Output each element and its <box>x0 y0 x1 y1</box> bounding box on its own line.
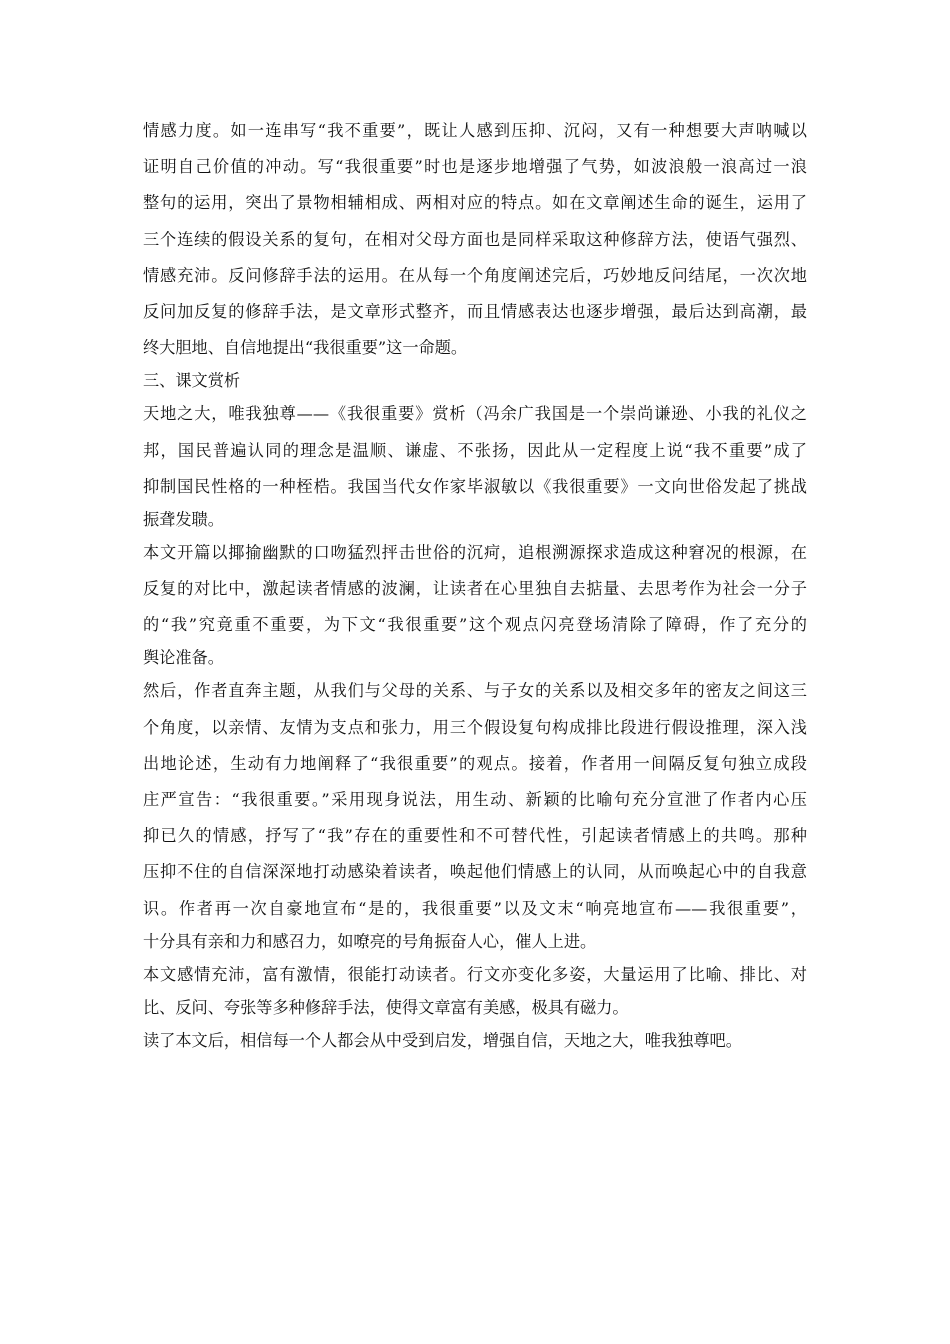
text-line: 压抑不住的自信深深地打动感染着读者，唤起他们情感上的认同，从而唤起心中的自我意 <box>143 862 807 882</box>
text-line: 抑已久的情感，抒写了“我”存在的重要性和不可替代性，引起读者情感上的共鸣。那种 <box>143 826 807 846</box>
text-line: 庄严宣告：“我很重要。”采用现身说法，用生动、新颖的比喻句充分宣泄了作者内心压 <box>143 790 807 809</box>
text-line: 比、反问、夸张等多种修辞手法，使得文章富有美感，极具有磁力。 <box>143 997 629 1017</box>
paragraph-2 <box>143 535 807 674</box>
text-line: 情感力度。如一连串写“我不重要”，既让人感到压抑、沉闷，又有一种想要大声呐喊以 <box>143 121 807 140</box>
text-line: 识。作者再一次自豪地宣布“是的，我很重要”以及文末“响亮地宣布——我很重要”， <box>143 898 807 918</box>
paragraph-5 <box>143 1023 807 1059</box>
text-line: 终大胆地、自信地提出“我很重要”这一命题。 <box>143 338 468 358</box>
section-heading <box>143 366 807 396</box>
text-line: 然后，作者直奔主题，从我们与父母的关系、与子女的关系以及相交多年的密友之间这三 <box>143 681 807 701</box>
text-line: 振聋发聩。 <box>143 509 224 529</box>
text-line: 舆论准备。 <box>143 648 224 668</box>
paragraph-4 <box>143 957 807 1023</box>
intro-paragraph <box>143 113 807 366</box>
text-line: 整句的运用，突出了景物相辅相成、两相对应的特点。如在文章阐述生命的诞生，运用了 <box>143 193 807 213</box>
text-line: 天地之大，唯我独尊——《我很重要》赏析（冯余广我国是一个崇尚谦逊、小我的礼仪之 <box>143 404 807 424</box>
text-line: 个角度，以亲情、友情为支点和张力，用三个假设复句构成排比段进行假设推理，深入浅 <box>143 717 807 737</box>
text-line: 反复的对比中，激起读者情感的波澜，让读者在心里独自去掂量、去思考作为社会一分子 <box>143 579 807 599</box>
text-line: 出地论述，生动有力地阐释了“我很重要”的观点。接着，作者用一间隔反复句独立成段 <box>143 753 807 773</box>
paragraph-3 <box>143 673 807 956</box>
text-line: 邦，国民普遍认同的理念是温顺、谦虚、不张扬，因此从一定程度上说“我不重要”成了 <box>143 440 807 460</box>
text-line: 反问加反复的修辞手法，是文章形式整齐，而且情感表达也逐步增强，最后达到高潮，最 <box>143 301 807 321</box>
text-line: 读了本文后，相信每一个人都会从中受到启发，增强自信，天地之大，唯我独尊吧。 <box>143 1030 742 1050</box>
text-line: 的“我”究竟重不重要，为下文“我很重要”这个观点闪亮登场清除了障碍，作了充分的 <box>143 615 807 635</box>
text-line: 本文感情充沛，富有激情，很能打动读者。行文亦变化多姿，大量运用了比喻、排比、对 <box>143 964 807 984</box>
text-line: 抑制国民性格的一种桎梏。我国当代女作家毕淑敏以《我很重要》一文向世俗发起了挑战 <box>143 476 807 496</box>
paragraph-1 <box>143 396 807 535</box>
text-line: 情感充沛。反问修辞手法的运用。在从每一个角度阐述完后，巧妙地反问结尾，一次次地 <box>143 265 807 285</box>
text-line: 本文开篇以揶揄幽默的口吻猛烈抨击世俗的沉疴，追根溯源探求造成这种窘况的根源，在 <box>143 542 807 562</box>
text-line: 证明自己价值的冲动。写“我很重要”时也是逐步地增强了气势，如波浪般一浪高过一浪 <box>143 157 807 177</box>
text-line: 十分具有亲和力和感召力，如嘹亮的号角振奋人心，催人上进。 <box>143 931 597 951</box>
section-heading-text: 三、课文赏析 <box>143 371 241 391</box>
document-page <box>143 113 807 1059</box>
text-line: 三个连续的假设关系的复句，在相对父母方面也是同样采取这种修辞方法，使语气强烈、 <box>143 229 807 249</box>
